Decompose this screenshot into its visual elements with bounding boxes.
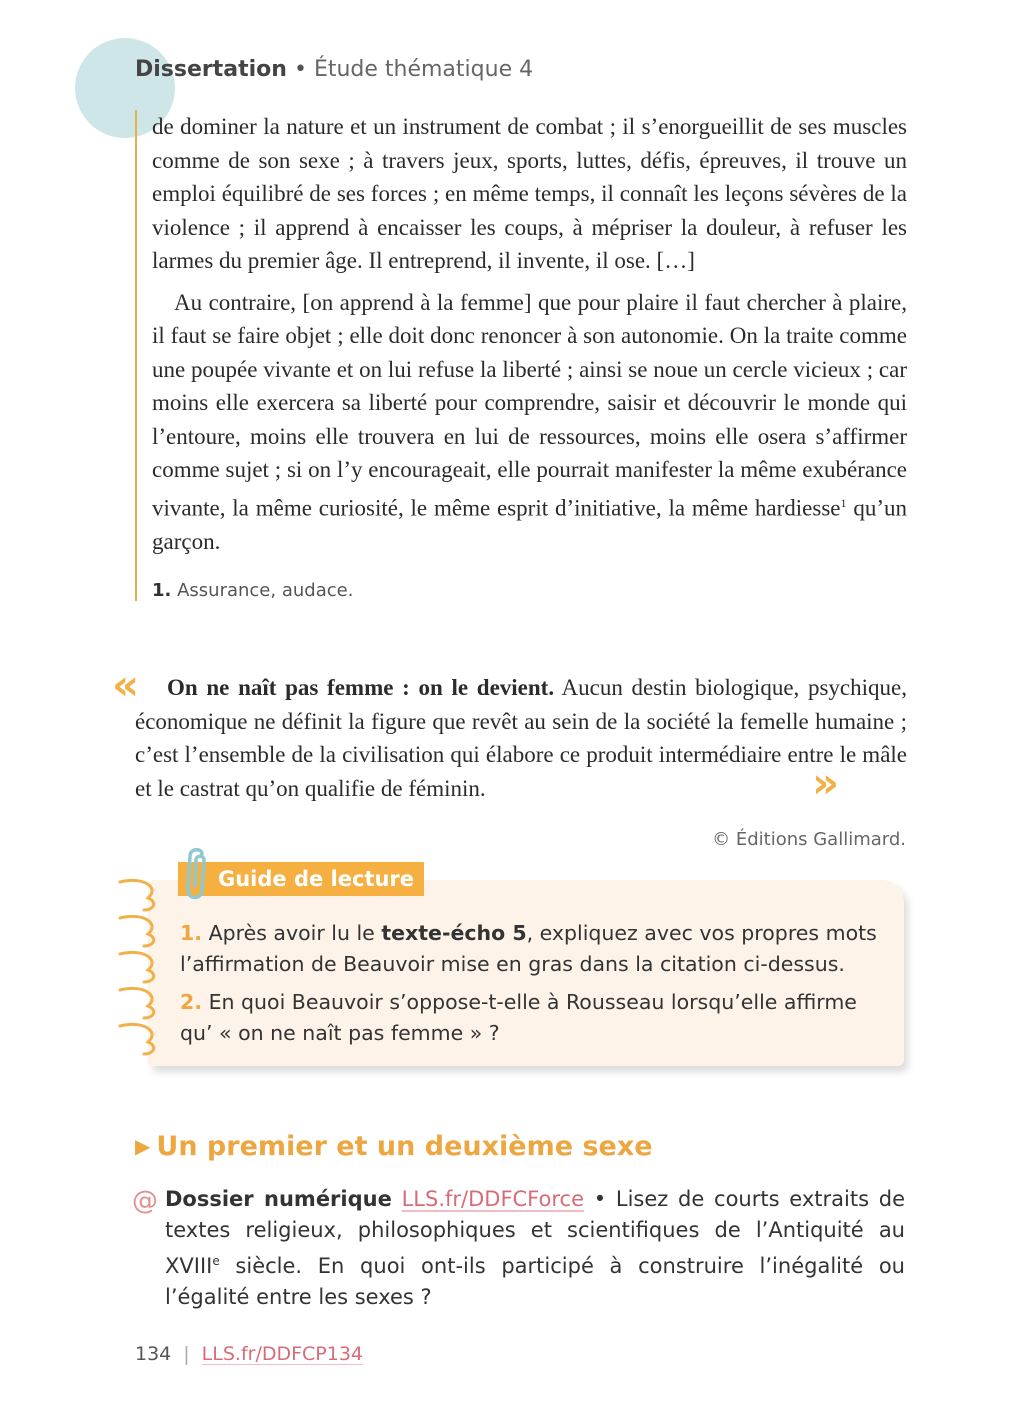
header-bullet: • [286, 57, 314, 82]
quote-text: Aucun destin biologique, psychique, économique ne définit la figure que revêt au sein de la société la femelle humaine ; c’est l’ensemble de la civilisation qui élabore ce produit intermédiaire entre le mâle et le castrat qu’on qualifie de féminin. [135, 675, 907, 801]
footer-link[interactable]: LLS.fr/DDFCP134 [201, 1343, 364, 1365]
dossier-text-1: • Lisez de courts extraits de textes religieux, philosophiques et scientifiques de l’Antiquité au XVIII [165, 1187, 905, 1278]
question-2-number: 2. [180, 990, 203, 1014]
footnote-ref: 1 [840, 495, 847, 510]
paperclip-icon [180, 846, 214, 902]
dossier-label: Dossier numérique [165, 1187, 392, 1211]
section-heading [135, 1131, 653, 1162]
question-1-number: 1. [180, 921, 203, 945]
digital-dossier [165, 1184, 905, 1313]
quote-lead: On ne naît pas femme : on le devient. [167, 675, 555, 700]
header-subsection: Étude thématique 4 [313, 57, 534, 82]
open-quote-icon: « [112, 660, 140, 709]
copyright: © Éditions Gallimard. [712, 829, 906, 850]
triangle-bullet-icon: ▶ [135, 1134, 151, 1158]
footnote-text: Assurance, audace. [171, 580, 354, 602]
at-sign-icon: @ [132, 1186, 158, 1216]
notebook-spiral-icon [114, 876, 164, 1072]
question-1-after: , expliquez avec vos propres mots l’affirmation de Beauvoir mise en gras dans la citation ci-dessus. [180, 921, 877, 976]
question-1 [180, 918, 885, 980]
quotation [135, 671, 907, 805]
extract-paragraph-2 [152, 286, 907, 559]
reading-guide-title: Guide de lecture [178, 862, 424, 896]
question-2 [180, 987, 885, 1049]
section-heading-text: Un premier et un deuxième sexe [156, 1131, 653, 1162]
question-2-text: En quoi Beauvoir s’oppose-t-elle à Rousseau lorsqu’elle affirme qu’ « on ne naît pas femme » ? [180, 990, 857, 1045]
footer-separator: | [183, 1343, 190, 1365]
dossier-sup: e [212, 1254, 220, 1268]
reading-guide-questions [180, 918, 885, 1056]
footnote-number: 1. [152, 580, 172, 602]
question-1-before: Après avoir lu le [202, 921, 382, 945]
extract-paragraph-2-end: qu’un garçon. [152, 495, 907, 554]
extract-paragraph-1: de dominer la nature et un instrument de combat ; il s’enorgueillit de ses muscles comme de son sexe ; à travers jeux, sports, luttes, défis, épreuves, il trouve un emploi équilibré de ses forces ; en même temps, il connaît les leçons sévères de la violence ; il apprend à encaisser les coups, à mépriser la douleur, à refuser les larmes du premier âge. Il entreprend, il invente, il ose. […] [152, 114, 907, 273]
header-section: Dissertation [135, 57, 287, 82]
close-quote-icon: » [812, 758, 840, 807]
page-footer [135, 1343, 363, 1365]
text-extract [135, 110, 907, 601]
page-number: 134 [135, 1343, 172, 1365]
question-1-bold: texte-écho 5 [381, 921, 527, 945]
extract-paragraph-2-main: Au contraire, [on apprend à la femme] que pour plaire il faut chercher à plaire, il faut se faire objet ; elle doit donc renoncer à son autonomie. On la traite comme une poupée vivante et on lui refuse la liberté ; ainsi se noue un cercle vicieux ; car moins elle exercera sa liberté pour comprendre, saisir et découvrir le monde qui l’entoure, moins elle trouvera en lui de ressources, moins elle osera s’affirmer comme sujet ; si on l’y encourageait, elle pourrait manifester la même exubérance vivante, la même curiosité, le même esprit d’initiative, la même hardiesse [152, 289, 907, 521]
dossier-text-2: siècle. En quoi ont-ils participé à construire l’inégalité ou l’égalité entre les sexes ? [165, 1254, 905, 1309]
footnote [152, 580, 907, 601]
dossier-link[interactable]: LLS.fr/DDFCForce [401, 1187, 585, 1211]
page-header [135, 57, 533, 82]
